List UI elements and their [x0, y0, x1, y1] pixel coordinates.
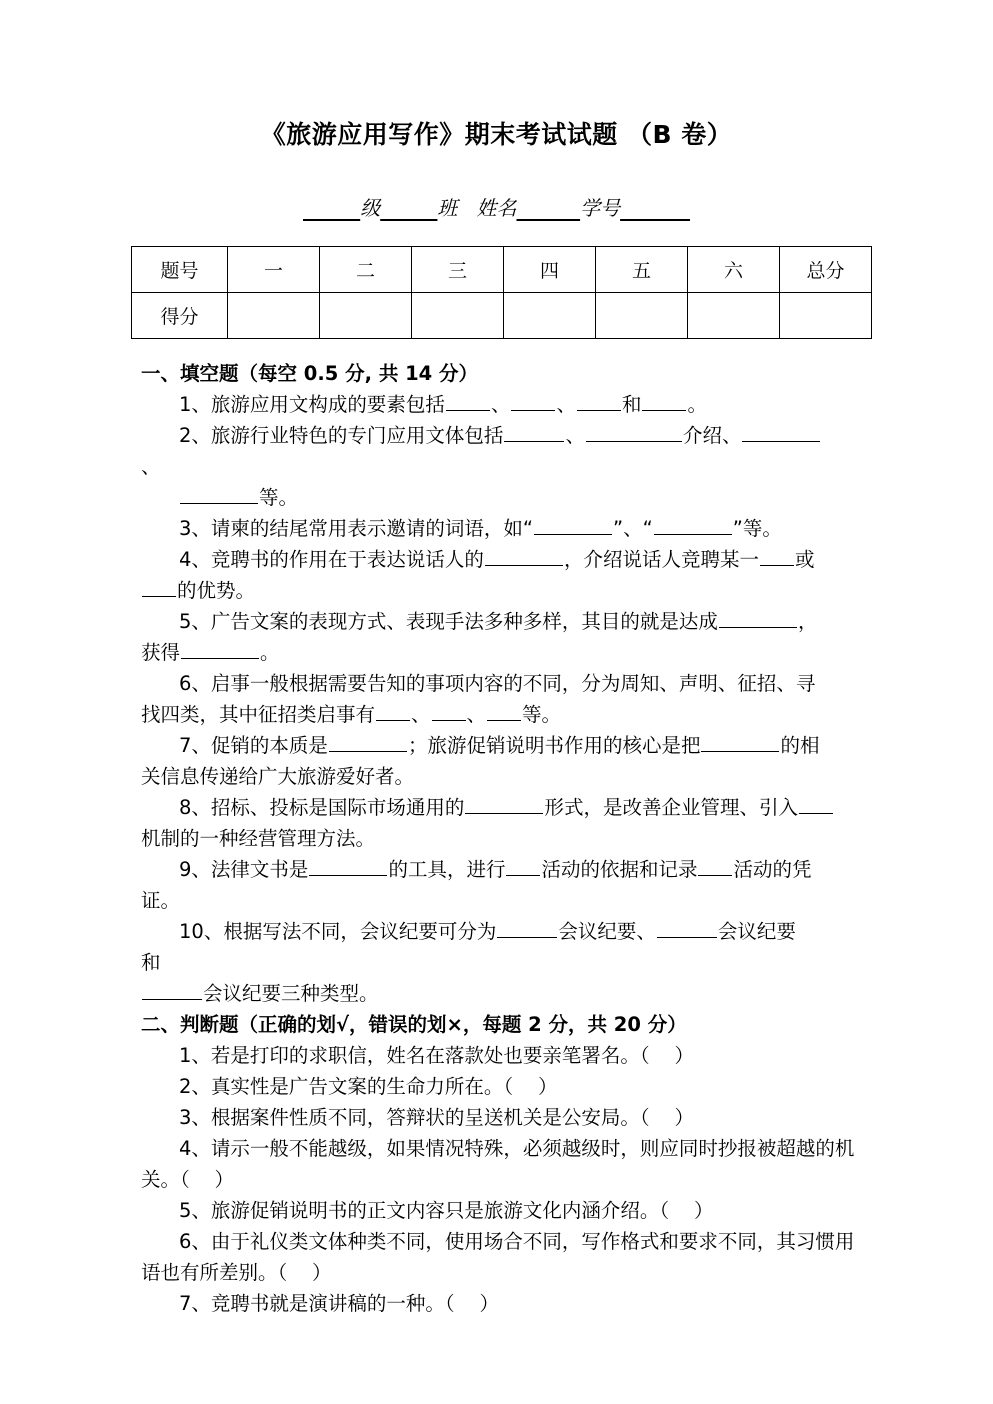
student-id-blank[interactable] [620, 196, 690, 220]
q6-text-b: 找四类，其中征招类启事有 [141, 703, 376, 726]
q6-blank-1[interactable] [376, 700, 410, 721]
q2-text-a: 旅游行业特色的专门应用文体包括 [210, 424, 504, 447]
q9-sep-1: 的工具，进行 [388, 858, 506, 881]
question-2-6: 6、由于礼仪类文体种类不同，使用场合不同，写作格式和要求不同，其习惯用语也有所差别。（ ） [141, 1230, 855, 1284]
q6-text-a: 启事一般根据需要告知的事项内容的不同，分为周知、声明、征招、寻 [210, 672, 816, 695]
table-row-scores [132, 293, 872, 339]
name-blank[interactable] [517, 196, 581, 220]
question-1-2-cont-b [141, 482, 857, 513]
question-2-3: 3、根据案件性质不同，答辩状的呈送机关是公安局。（ ） [179, 1106, 694, 1129]
q1-blank-1[interactable] [446, 390, 490, 411]
score-cell-3[interactable] [412, 293, 504, 339]
q1-blank-2[interactable] [511, 390, 555, 411]
question-2-4: 4、请示一般不能越级，如果情况特殊，必须越级时，则应同时抄报被超越的机关。（ ） [141, 1137, 855, 1191]
q4-end: 的优势。 [177, 579, 256, 602]
q9-sep-2: 活动的依据和记录 [541, 858, 698, 881]
section-heading-true-false: 二、判断题（正确的划√，错误的划×，每题 2 分，共 20 分） [141, 1013, 687, 1036]
class-blank[interactable] [380, 196, 437, 220]
question-1-10-cont-a: 和 [141, 951, 161, 974]
question-1-9-cont: 证。 [141, 889, 181, 912]
q3-end: ”等。 [732, 517, 782, 540]
q9-blank-1[interactable] [309, 855, 387, 876]
column-header-6: 六 [688, 247, 780, 293]
q6-sep-1: 、 [411, 703, 431, 726]
q6-sep-2: 、 [466, 703, 487, 726]
q10-sep-1: 会议纪要、 [558, 920, 656, 943]
q10-end: 会议纪要三种类型。 [203, 982, 379, 1005]
question-1-2 [141, 420, 857, 451]
score-cell-1[interactable] [228, 293, 320, 339]
question-1-4 [141, 544, 857, 575]
q8-sep-1: 形式，是改善企业管理、引入 [544, 796, 798, 819]
column-header-4: 四 [504, 247, 596, 293]
q2-sep-1: 、 [565, 424, 585, 447]
q4-sep-1: ，介绍说话人竞聘某一 [563, 548, 759, 571]
q5-sep-1: ， [797, 610, 818, 633]
question-1-6-cont [141, 699, 857, 730]
q2-number: 2、 [179, 424, 211, 447]
q4-blank-1[interactable] [485, 545, 563, 566]
question-1-2-cont-a: 、 [141, 455, 161, 478]
q8-blank-2[interactable] [799, 793, 833, 814]
column-header-5: 五 [596, 247, 688, 293]
question-1-10-cont-b [141, 978, 857, 1009]
column-header-1: 一 [228, 247, 320, 293]
question-2-5: 5、旅游促销说明书的正文内容只是旅游文化内涵介绍。（ ） [179, 1199, 714, 1222]
page-title: 《旅游应用写作》期末考试试题 （B 卷） [260, 120, 733, 149]
score-cell-5[interactable] [596, 293, 688, 339]
q1-sep-3: 和 [621, 393, 642, 416]
q4-blank-2[interactable] [760, 545, 794, 566]
q7-number: 7、 [179, 734, 211, 757]
q10-blank-1[interactable] [497, 917, 557, 938]
q2-blank-1[interactable] [504, 421, 564, 442]
question-1-8-cont: 机制的一种经营管理方法。 [141, 827, 376, 850]
score-cell-4[interactable] [504, 293, 596, 339]
question-1-9 [141, 854, 857, 885]
q5-text-a: 广告文案的表现方式、表现手法多种多样，其目的就是达成 [210, 610, 718, 633]
q3-blank-1[interactable] [534, 514, 612, 535]
q1-text-a: 旅游应用文构成的要素包括 [210, 393, 445, 416]
score-cell-total[interactable] [780, 293, 872, 339]
section-heading-fill-in-blank: 一、填空题（每空 0.5 分, 共 14 分） [141, 362, 479, 385]
q3-blank-2[interactable] [654, 514, 732, 535]
grade-blank[interactable] [303, 196, 360, 220]
q9-blank-2[interactable] [506, 855, 540, 876]
grade-label: 级 [360, 196, 381, 220]
q6-end: 等。 [522, 703, 562, 726]
q4-blank-3[interactable] [142, 576, 176, 597]
q1-end: 。 [687, 393, 707, 416]
question-1-1 [141, 389, 857, 420]
row-label-score: 得分 [132, 293, 228, 339]
question-1-8 [141, 792, 857, 823]
question-1-5-cont [141, 637, 857, 668]
column-header-total: 总分 [780, 247, 872, 293]
q4-number: 4、 [179, 548, 211, 571]
q10-blank-3[interactable] [142, 979, 202, 1000]
q7-sep-1: ；旅游促销说明书作用的核心是把 [407, 734, 701, 757]
q9-text-a: 法律文书是 [210, 858, 309, 881]
score-cell-6[interactable] [688, 293, 780, 339]
q4-text-a: 竞聘书的作用在于表达说话人的 [210, 548, 484, 571]
student-id-label: 学号 [580, 196, 621, 220]
row-label-question-number: 题号 [132, 247, 228, 293]
q1-sep-1: 、 [490, 393, 511, 416]
q9-sep-3: 活动的凭 [733, 858, 812, 881]
q5-blank-1[interactable] [719, 607, 797, 628]
q7-text-a: 促销的本质是 [210, 734, 328, 757]
q10-number: 10、 [179, 920, 224, 943]
q10-blank-2[interactable] [657, 917, 717, 938]
q10-sep-2: 会议纪要 [717, 920, 796, 943]
q5-blank-2[interactable] [181, 638, 259, 659]
table-row-question-numbers [132, 247, 872, 293]
question-2-1: 1、若是打印的求职信，姓名在落款处也要亲笔署名。（ ） [179, 1044, 694, 1067]
q1-blank-3[interactable] [577, 390, 621, 411]
q4-sep-2: 或 [794, 548, 815, 571]
q8-blank-1[interactable] [465, 793, 543, 814]
q2-end: 等。 [259, 486, 299, 509]
q2-blank-2[interactable] [586, 421, 682, 442]
column-header-3: 三 [412, 247, 504, 293]
score-cell-2[interactable] [320, 293, 412, 339]
q6-blank-2[interactable] [432, 700, 466, 721]
question-1-4-cont [141, 575, 857, 606]
q5-number: 5、 [179, 610, 211, 633]
question-1-7-cont: 关信息传递给广大旅游爱好者。 [141, 765, 415, 788]
q3-text-a: 请柬的结尾常用表示邀请的词语，如“ [210, 517, 534, 540]
exam-body [141, 358, 857, 1319]
column-header-2: 二 [320, 247, 412, 293]
q3-sep-1: ”、“ [613, 517, 653, 540]
question-2-2: 2、真实性是广告文案的生命力所在。（ ） [179, 1075, 558, 1098]
q7-sep-2: 的相 [780, 734, 820, 757]
question-1-5 [141, 606, 857, 637]
q7-blank-1[interactable] [329, 731, 407, 752]
q2-sep-2: 介绍、 [682, 424, 742, 447]
question-1-6 [141, 668, 857, 699]
q1-blank-4[interactable] [642, 390, 686, 411]
score-table [131, 246, 872, 339]
q3-number: 3、 [179, 517, 211, 540]
q6-number: 6、 [179, 672, 211, 695]
q9-blank-3[interactable] [698, 855, 732, 876]
q7-blank-2[interactable] [701, 731, 779, 752]
question-1-7 [141, 730, 857, 761]
class-label: 班 [437, 196, 458, 220]
name-label: 姓名 [476, 196, 517, 220]
student-identity-line [0, 192, 993, 221]
q2-blank-4[interactable] [180, 483, 258, 504]
q1-sep-2: 、 [556, 393, 576, 416]
q6-blank-3[interactable] [487, 700, 521, 721]
question-1-3 [141, 513, 857, 544]
q8-number: 8、 [179, 796, 211, 819]
q1-number: 1、 [179, 393, 211, 416]
q9-number: 9、 [179, 858, 211, 881]
q8-text-a: 招标、投标是国际市场通用的 [210, 796, 465, 819]
q2-blank-3[interactable] [742, 421, 820, 442]
q5-text-b: 获得 [141, 641, 181, 664]
question-2-7: 7、竞聘书就是演讲稿的一种。（ ） [179, 1292, 499, 1315]
q5-end: 。 [260, 641, 280, 664]
question-1-10 [141, 916, 857, 947]
q10-text-a: 根据写法不同，会议纪要可分为 [223, 920, 497, 943]
